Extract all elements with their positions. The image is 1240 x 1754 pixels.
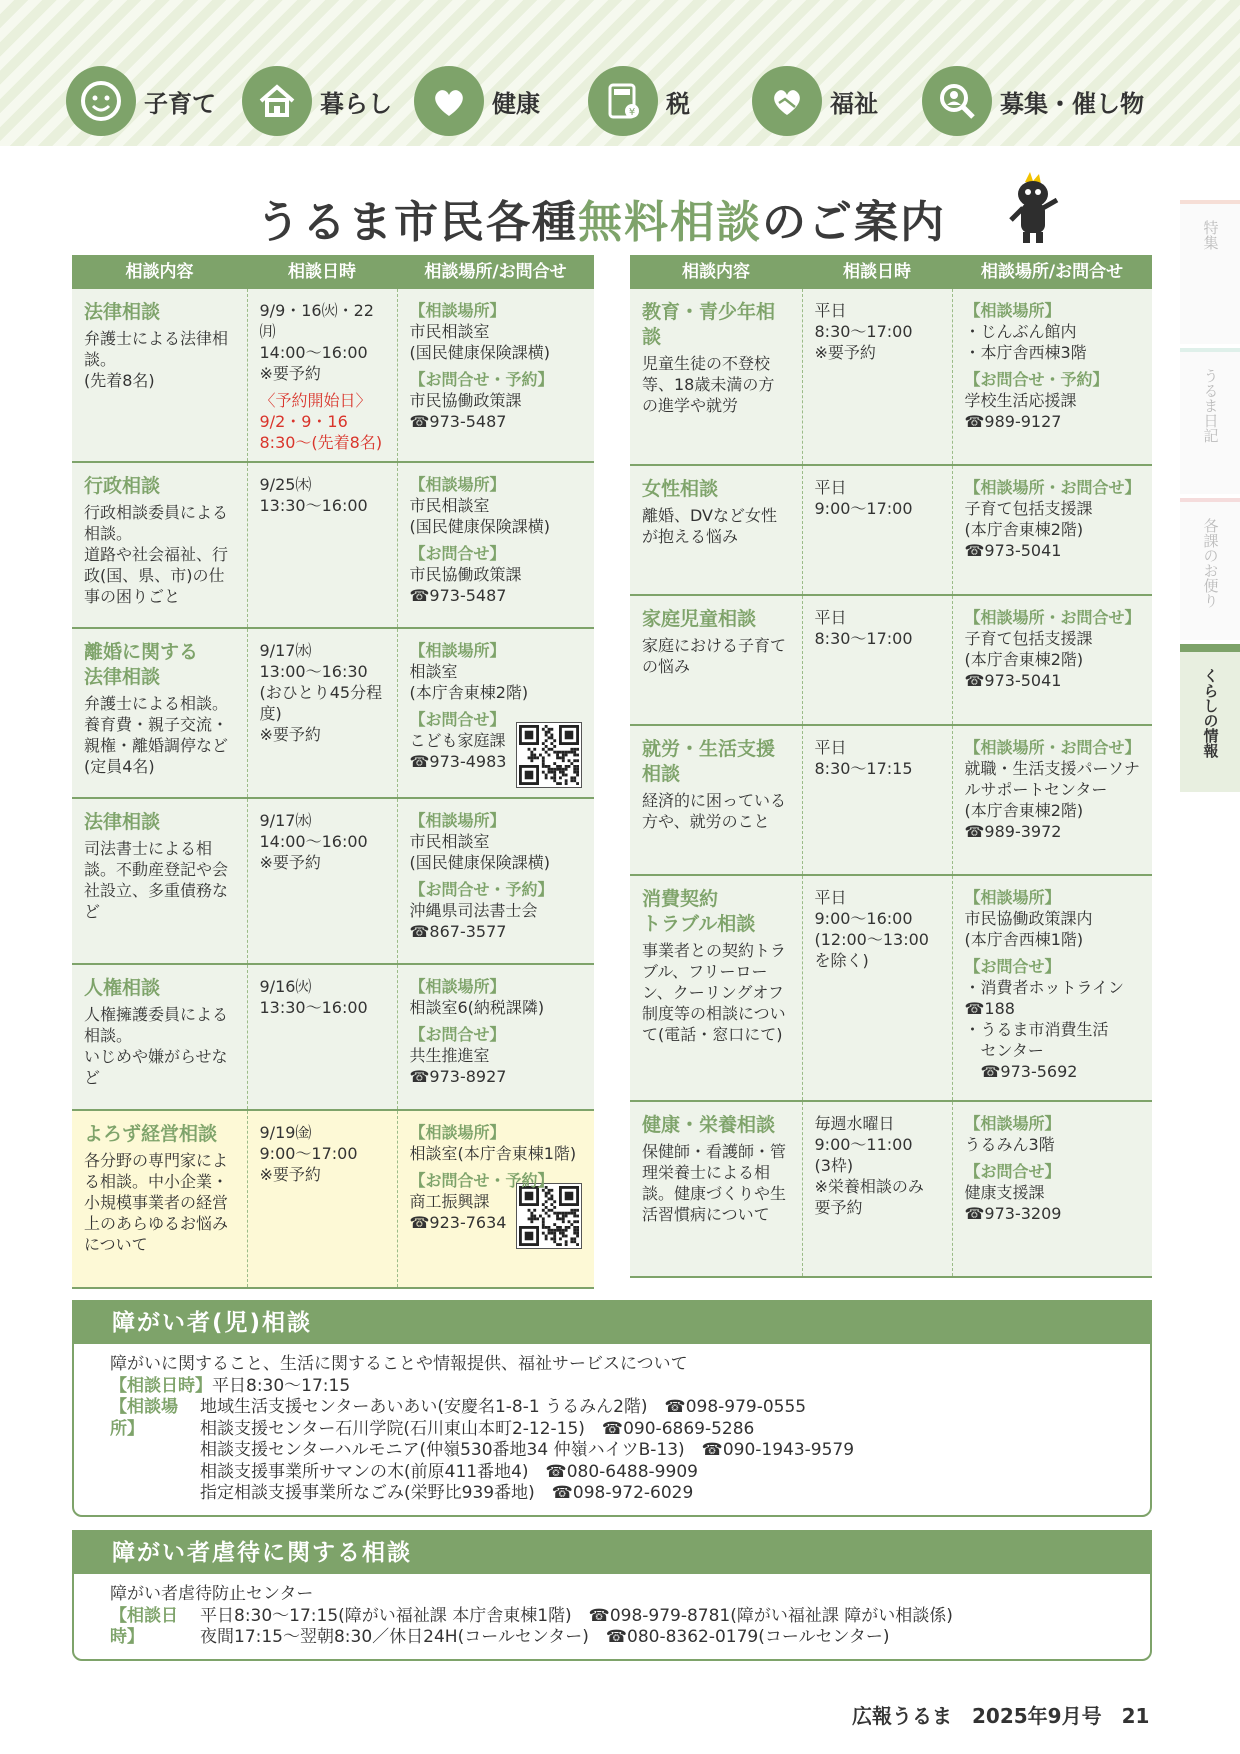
consult-title: 健康・栄養相談 [642,1114,776,1136]
qr-code-icon [516,722,582,788]
date-label: 【相談日時】 [110,1375,212,1396]
cell-content [72,964,247,1110]
cell-place [397,798,594,964]
consult-desc: 児童生徒の不登校等、18歳未満の方の進学や就労 [642,354,775,415]
consult-title: 法律相談 [84,301,161,323]
cell-content [72,1110,247,1288]
consult-desc: 各分野の専門家による相談。中小企業・小規模事業者の経営上のあらゆるお悩みについて [84,1151,229,1254]
place-label: 【相談場所・お問合せ】 [964,738,1141,757]
handshake-heart-icon [752,66,822,136]
place-value: 相談室(本庁舎東棟1階) [409,1144,577,1163]
page-title [256,186,946,250]
cell-date [247,628,397,798]
consult-row [630,725,1152,875]
header-place: 相談場所/お問合せ [952,255,1152,289]
date-label: 【相談日時】 [110,1605,178,1647]
consult-date: 平日 8:30〜17:15 [814,738,913,778]
consult-desc: 離婚、DVなど女性が抱える悩み [642,506,777,546]
place-value: うるみん3階 [964,1135,1055,1154]
cell-content [72,628,247,798]
place-label: 【相談場所】 [409,641,506,660]
consult-desc: 弁護士による法律相談。 (先着8名) [84,329,229,390]
side-tab-label: くらしの情報 [1201,668,1220,758]
place-value: 相談室 (本庁舎東棟2階) [409,662,529,702]
consult-date: 平日 8:30〜17:00 [814,608,913,648]
contact-wrap [965,390,1141,432]
header-date: 相談日時 [247,255,397,289]
consult-row [72,1110,594,1288]
cell-place [952,875,1152,1101]
header-place: 相談場所/お問合せ [397,255,594,289]
contact-label: 【お問合せ】 [964,957,1061,976]
qr-code-icon [516,1183,582,1249]
category-label: 暮らし [320,89,392,118]
category-kosodate[interactable] [66,66,216,136]
smile-face-icon [66,66,136,136]
cell-date [802,725,952,875]
cell-date [247,798,397,964]
side-tab-urumadiary[interactable] [1180,348,1240,494]
place-label: 【相談場所】 [964,888,1061,907]
consult-desc: 行政相談委員による相談。 道路や社会福祉、行政(国、県、市)の仕事の困りごと [84,503,229,606]
place-item: 相談支援センターハルモニア(仲嶺530番地34 仲嶺ハイツB-13) ☎090-1943-9579 [200,1440,855,1460]
side-tab-label: うるま日記 [1201,368,1220,443]
contact-value: 健康支援課 ☎973-3209 [964,1183,1062,1223]
contact-value: 共生推進室 ☎973-8927 [409,1046,507,1086]
title-part: のご案内 [762,197,946,248]
side-tab-kakanootayori[interactable] [1180,498,1240,640]
place-value: 相談室6(納税課隣) [409,998,545,1017]
consult-row [72,289,594,462]
contact-value: 沖縄県司法書士会 ☎867-3577 [409,901,538,941]
place-label: 【相談場所・お問合せ】 [964,608,1141,627]
cell-date [802,289,952,465]
place-label: 【相談場所】 [409,1123,506,1142]
abuse-consult-box [72,1530,1152,1661]
consult-title: 就労・生活支援 相談 [642,738,776,785]
cell-date [247,1110,397,1288]
cell-content [630,1101,802,1277]
contact-wrap [410,564,583,606]
cell-place [952,289,1152,465]
category-boshu[interactable] [922,66,1144,136]
consult-date: 9/16㈫ 13:30〜16:00 [259,977,368,1017]
contact-label: 【お問合せ】 [409,544,506,563]
disability-consult-box [72,1300,1152,1517]
place-label: 【相談場所】 [409,977,506,996]
cell-date [802,1101,952,1277]
contact-wrap [410,390,583,432]
consult-row [72,798,594,964]
consult-desc: 保健師・看護師・管理栄養士による相談。健康づくりや生活習慣病について [642,1142,787,1224]
cell-date [247,462,397,628]
title-highlight: 無料相談 [578,197,762,248]
cell-date [802,595,952,725]
contact-label: 【お問合せ・予約】 [964,370,1109,389]
consult-row [72,628,594,798]
place-value: 市民相談室 (国民健康保険課横) [409,832,550,872]
category-label: 募集・催し物 [1000,89,1144,118]
contact-label: 【お問合せ】 [409,1025,506,1044]
contact-wrap [965,977,1141,1082]
consult-title: 人権相談 [84,977,161,999]
publication-name: 広報うるま [852,1704,952,1728]
consult-title: 消費契約 トラブル相談 [642,888,756,935]
place-value: 市民相談室 (国民健康保険課横) [409,496,550,536]
consult-title: よろず経営相談 [84,1123,218,1145]
consult-row [72,964,594,1110]
header-content: 相談内容 [630,255,802,289]
cell-place [952,595,1152,725]
consult-row [630,595,1152,725]
contact-wrap [410,1045,583,1087]
place-value: ・じんぶん館内 ・本庁舎西棟3階 [964,322,1087,362]
mascot-illustration [1003,172,1063,248]
category-kurashi[interactable] [242,66,392,136]
calculator-yen-icon [588,66,658,136]
cell-content [630,595,802,725]
cell-place [397,1110,594,1288]
contact-wrap [965,1182,1141,1224]
contact-value: 学校生活応援課 ☎989-9127 [964,391,1077,431]
place-label: 【相談場所】 [409,301,506,320]
heart-icon [414,66,484,136]
contact-wrap [410,1191,583,1233]
consult-row [72,462,594,628]
date-line: 夜間17:15〜翌朝8:30／休日24H(コールセンター) ☎080-8362-0179(コールセンター) [200,1627,890,1647]
header-date: 相談日時 [802,255,952,289]
cell-date [802,465,952,595]
category-label: 税 [666,89,690,118]
contact-value: 商工振興課 ☎923-7634 [409,1192,507,1232]
category-label: 福祉 [830,89,878,118]
place-value: 子育て包括支援課 (本庁舎東棟2階) ☎973-5041 [964,629,1093,690]
cell-place [952,465,1152,595]
cell-date [247,964,397,1110]
place-value: 市民相談室 (国民健康保険課横) [409,322,550,362]
consult-date: 9/17㈬ 13:00〜16:30 (おひとり45分程度) ※要予約 [259,641,383,744]
side-tab-tokushu[interactable] [1180,200,1240,344]
box-heading: 障がい者(児)相談 [74,1302,1150,1344]
place-label: 【相談場所】 [964,301,1061,320]
reservation-start: 〈予約開始日〉 9/2・9・16 8:30〜(先着8名) [259,391,383,452]
contact-value: こども家庭課 ☎973-4983 [409,731,507,771]
category-fukushi[interactable] [752,66,878,136]
consult-row [630,1101,1152,1277]
consult-date: 毎週水曜日 9:00〜11:00 (3枠) ※栄養相談のみ要予約 [814,1114,924,1217]
side-tab-kurashinojoho[interactable] [1180,644,1240,792]
consult-title: 女性相談 [642,478,719,500]
consult-date: 平日 8:30〜17:00 ※要予約 [814,301,913,362]
category-label: 子育て [144,89,216,118]
house-icon [242,66,312,136]
consult-desc: 経済的に困っている方や、就労のこと [642,791,787,831]
side-tab-label: 特集 [1201,220,1220,250]
box-heading: 障がい者虐待に関する相談 [74,1532,1150,1574]
consult-row [630,289,1152,465]
consult-desc: 事業者との契約トラブル、フリーローン、クーリングオフ制度等の相談について(電話・窓口にて) [642,941,787,1044]
contact-value: 市民協働政策課 ☎973-5487 [409,391,522,431]
consult-title: 離婚に関する 法律相談 [84,641,199,688]
category-bar [0,0,1240,146]
consult-date: 平日 9:00〜17:00 [814,478,913,518]
cell-date [802,875,952,1101]
cell-place [397,964,594,1110]
place-value: 子育て包括支援課 (本庁舎東棟2階) ☎973-5041 [964,499,1093,560]
category-zei[interactable] [588,66,690,136]
cell-place [952,725,1152,875]
consult-title: 教育・青少年相談 [642,301,776,348]
cell-place [397,462,594,628]
contact-label: 【お問合せ・予約】 [409,880,554,899]
place-value: 市民協働政策課内 (本庁舎西棟1階) [964,909,1093,949]
consult-title: 行政相談 [84,475,161,497]
cell-content [72,462,247,628]
cell-content [72,798,247,964]
issue-date: 2025年9月号 [972,1704,1102,1728]
cell-content [630,875,802,1101]
cell-content [72,289,247,462]
consult-date: 9/19㈮ 9:00〜17:00 ※要予約 [259,1123,358,1184]
header-content: 相談内容 [72,255,247,289]
page-footer [852,1700,1149,1729]
place-item: 地域生活支援センターあいあい(安慶名1-8-1 うるみん2階) ☎098-979-0555 [200,1397,807,1417]
cell-date [247,289,397,462]
contact-wrap [410,730,583,772]
cell-content [630,465,802,595]
page-number: 21 [1121,1704,1150,1728]
place-label: 【相談場所】 [964,1114,1061,1133]
place-label: 【相談場所】 [110,1397,178,1439]
contact-wrap [410,900,583,942]
consult-date: 9/9・16㈫・22㈪ 14:00〜16:00 ※要予約 [259,301,374,383]
place-item: 相談支援センター石川学院(石川東山本町2-12-15) ☎090-6869-5286 [200,1418,755,1439]
consult-row [630,875,1152,1101]
place-label: 【相談場所・お問合せ】 [964,478,1141,497]
consult-date: 平日 9:00〜16:00 (12:00〜13:00を除く) [814,888,929,970]
consult-desc: 弁護士による相談。養育費・親子交流・親権・離婚調停など (定員4名) [84,694,229,776]
person-search-icon [922,66,992,136]
consult-table-right [630,255,1152,1278]
box-intro: 障がいに関すること、生活に関することや情報提供、福祉サービスについて [110,1354,688,1374]
place-item: 指定相談支援事業所なごみ(栄野比939番地) ☎098-972-6029 [200,1483,694,1503]
side-tab-label: 各課のお便り [1201,518,1220,608]
place-label: 【相談場所】 [409,811,506,830]
category-label: 健康 [492,89,540,118]
cell-place [397,289,594,462]
contact-label: 【お問合せ】 [964,1162,1061,1181]
place-value: 就職・生活支援パーソナルサポートセンター (本庁舎東棟2階) ☎989-3972 [964,759,1140,841]
box-intro: 障がい者虐待防止センター [110,1584,314,1604]
consult-table-left [72,255,594,1289]
cell-content [630,289,802,465]
title-part: うるま市民各種 [256,197,578,248]
cell-place [397,628,594,798]
category-kenko[interactable] [414,66,540,136]
contact-label: 【お問合せ・予約】 [409,370,554,389]
cell-place [952,1101,1152,1277]
contact-value: ・消費者ホットライン ☎188 ・うるま市消費生活 センター ☎973-5692 [964,978,1125,1081]
date-value: 平日8:30〜17:15 [212,1375,351,1396]
consult-date: 9/17㈬ 14:00〜16:00 ※要予約 [259,811,368,872]
consult-title: 家庭児童相談 [642,608,757,630]
consult-date: 9/25㈭ 13:30〜16:00 [259,475,368,515]
contact-value: 市民協働政策課 ☎973-5487 [409,565,522,605]
consult-desc: 人権擁護委員による相談。 いじめや嫌がらせなど [84,1005,229,1087]
consult-title: 法律相談 [84,811,161,833]
consult-desc: 司法書士による相談。不動産登記や会社設立、多重債務など [84,839,229,921]
place-item: 相談支援事業所サマンの木(前原411番地4) ☎080-6488-9909 [200,1461,698,1482]
contact-label: 【お問合せ・予約】 [409,1171,554,1190]
place-label: 【相談場所】 [409,475,506,494]
consult-desc: 家庭における子育ての悩み [642,636,787,676]
contact-label: 【お問合せ】 [409,710,506,729]
consult-row [630,465,1152,595]
date-line: 平日8:30〜17:15(障がい福祉課 本庁舎東棟1階) ☎098-979-8781(障がい福祉課 障がい相談係) [200,1605,953,1626]
cell-content [630,725,802,875]
svg-text:¥: ¥ [628,107,636,118]
